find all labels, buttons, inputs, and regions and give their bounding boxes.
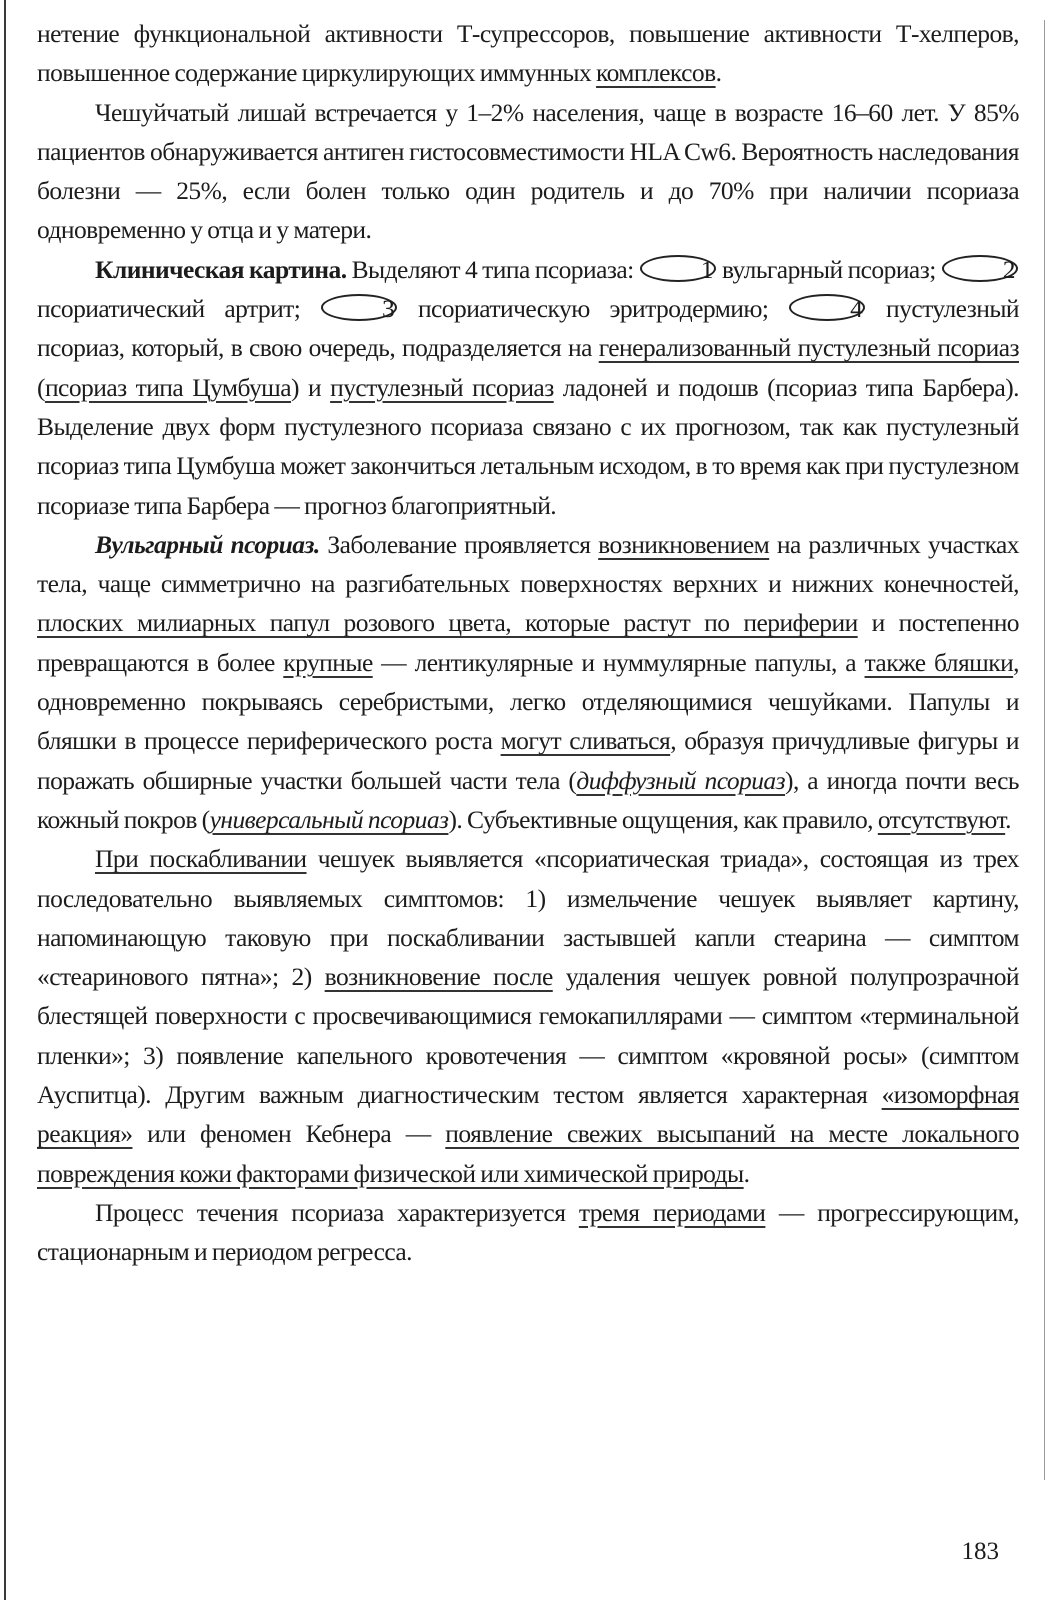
circled-number-4: 4 xyxy=(789,294,865,321)
paragraph-psoriatic-triad: При поскабливании чешуек выявляется «псориатическая триада», состоящая из трех последовательно выявляемых симптомов: 1) измельчение чешуек выявляет картину, напоминающую таковую при поскабливании застывшей капли стеарина — симптом «стеаринового пятна»; 2) возникновение после удаления чешуек ровной полупрозрачной блестящей поверхности с просвечивающимися гемокапиллярами — симптом «терминальной пленки»; 3) появление капельного кровотечения — симптом «кровяной росы» (симптом Ауспитца). Другим важным диагностическим тестом является характерная «изоморфная реакция» или феномен Кебнера — появление свежих высыпаний на месте локального повреждения кожи факторами физической или химической природы. xyxy=(37,844,1020,1188)
body-text xyxy=(37,14,1019,1272)
circled-number-3: 3 xyxy=(321,294,397,321)
circled-number-2: 2 xyxy=(942,255,1018,282)
page-edge-right xyxy=(1044,20,1045,1480)
paragraph-vulgar-psoriasis: Вульгарный псориаз. Заболевание проявляется возникновением на различных участках тела, чаще симметрично на разгибательных поверхностях верхних и нижних конечностей, плоских милиарных папул розового цвета, которые растут по периферии и постепенно превращаются в более крупные — лентикулярные и нуммулярные папулы, а также бляшки, одновременно покрываясь серебристыми, легко отделяющимися чешуйками. Папулы и бляшки в процессе периферического роста могут сливаться, образуя причудливые фигуры и поражать обширные участки большей части тела (диффузный псориаз), а иногда почти весь кожный покров (универсальный псориаз). Субъективные ощущения, как правило, отсутствуют. xyxy=(37,529,1019,834)
circled-number-1: 1 xyxy=(640,255,716,282)
section-title-vulgar: Вульгарный псориаз. xyxy=(95,529,320,559)
paragraph-continued: нетение функциональной активности Т-супрессоров, повышение активности Т-хелперов, повышенное содержание циркулирующих иммунных комплексов. xyxy=(37,19,1019,88)
page-number: 183 xyxy=(961,1538,999,1565)
paragraph-clinical-picture: Клиническая картина. Выделяют 4 типа псориаза: 1 вульгарный псориаз; 2 псориатический артрит; 3 псориатическую эритродермию; 4 пустулезный псориаз, который, в свою очередь, подразделяется на генерализованный пустулезный псориаз (псориаз типа Цумбуша) и пустулезный псориаз ладоней и подошв (псориаз типа Барбера). Выделение двух форм пустулезного псориаза связано с их прогнозом, так как пустулезный псориаз типа Цумбуша может закончиться летальным исходом, в то время как при пустулезном псориазе типа Барбера — прогноз благоприятный. xyxy=(37,254,1020,520)
paragraph-course: Процесс течения псориаза характеризуется тремя периодами — прогрессирующим, стационарным и периодом регресса. xyxy=(37,1197,1019,1267)
paragraph-epidemiology: Чешуйчатый лишай встречается у 1–2% населения, чаще в возрасте 16–60 лет. У 85% пациентов обнаруживается антиген гистосовместимости HLA Cw6. Вероятность наследования болезни — 25%, если болен только один родитель и до 70% при наличии псориаза одновременно у отца и у матери. xyxy=(37,97,1019,245)
section-title-clinical: Клиническая картина. xyxy=(95,254,347,284)
page-edge-left xyxy=(4,0,6,1600)
